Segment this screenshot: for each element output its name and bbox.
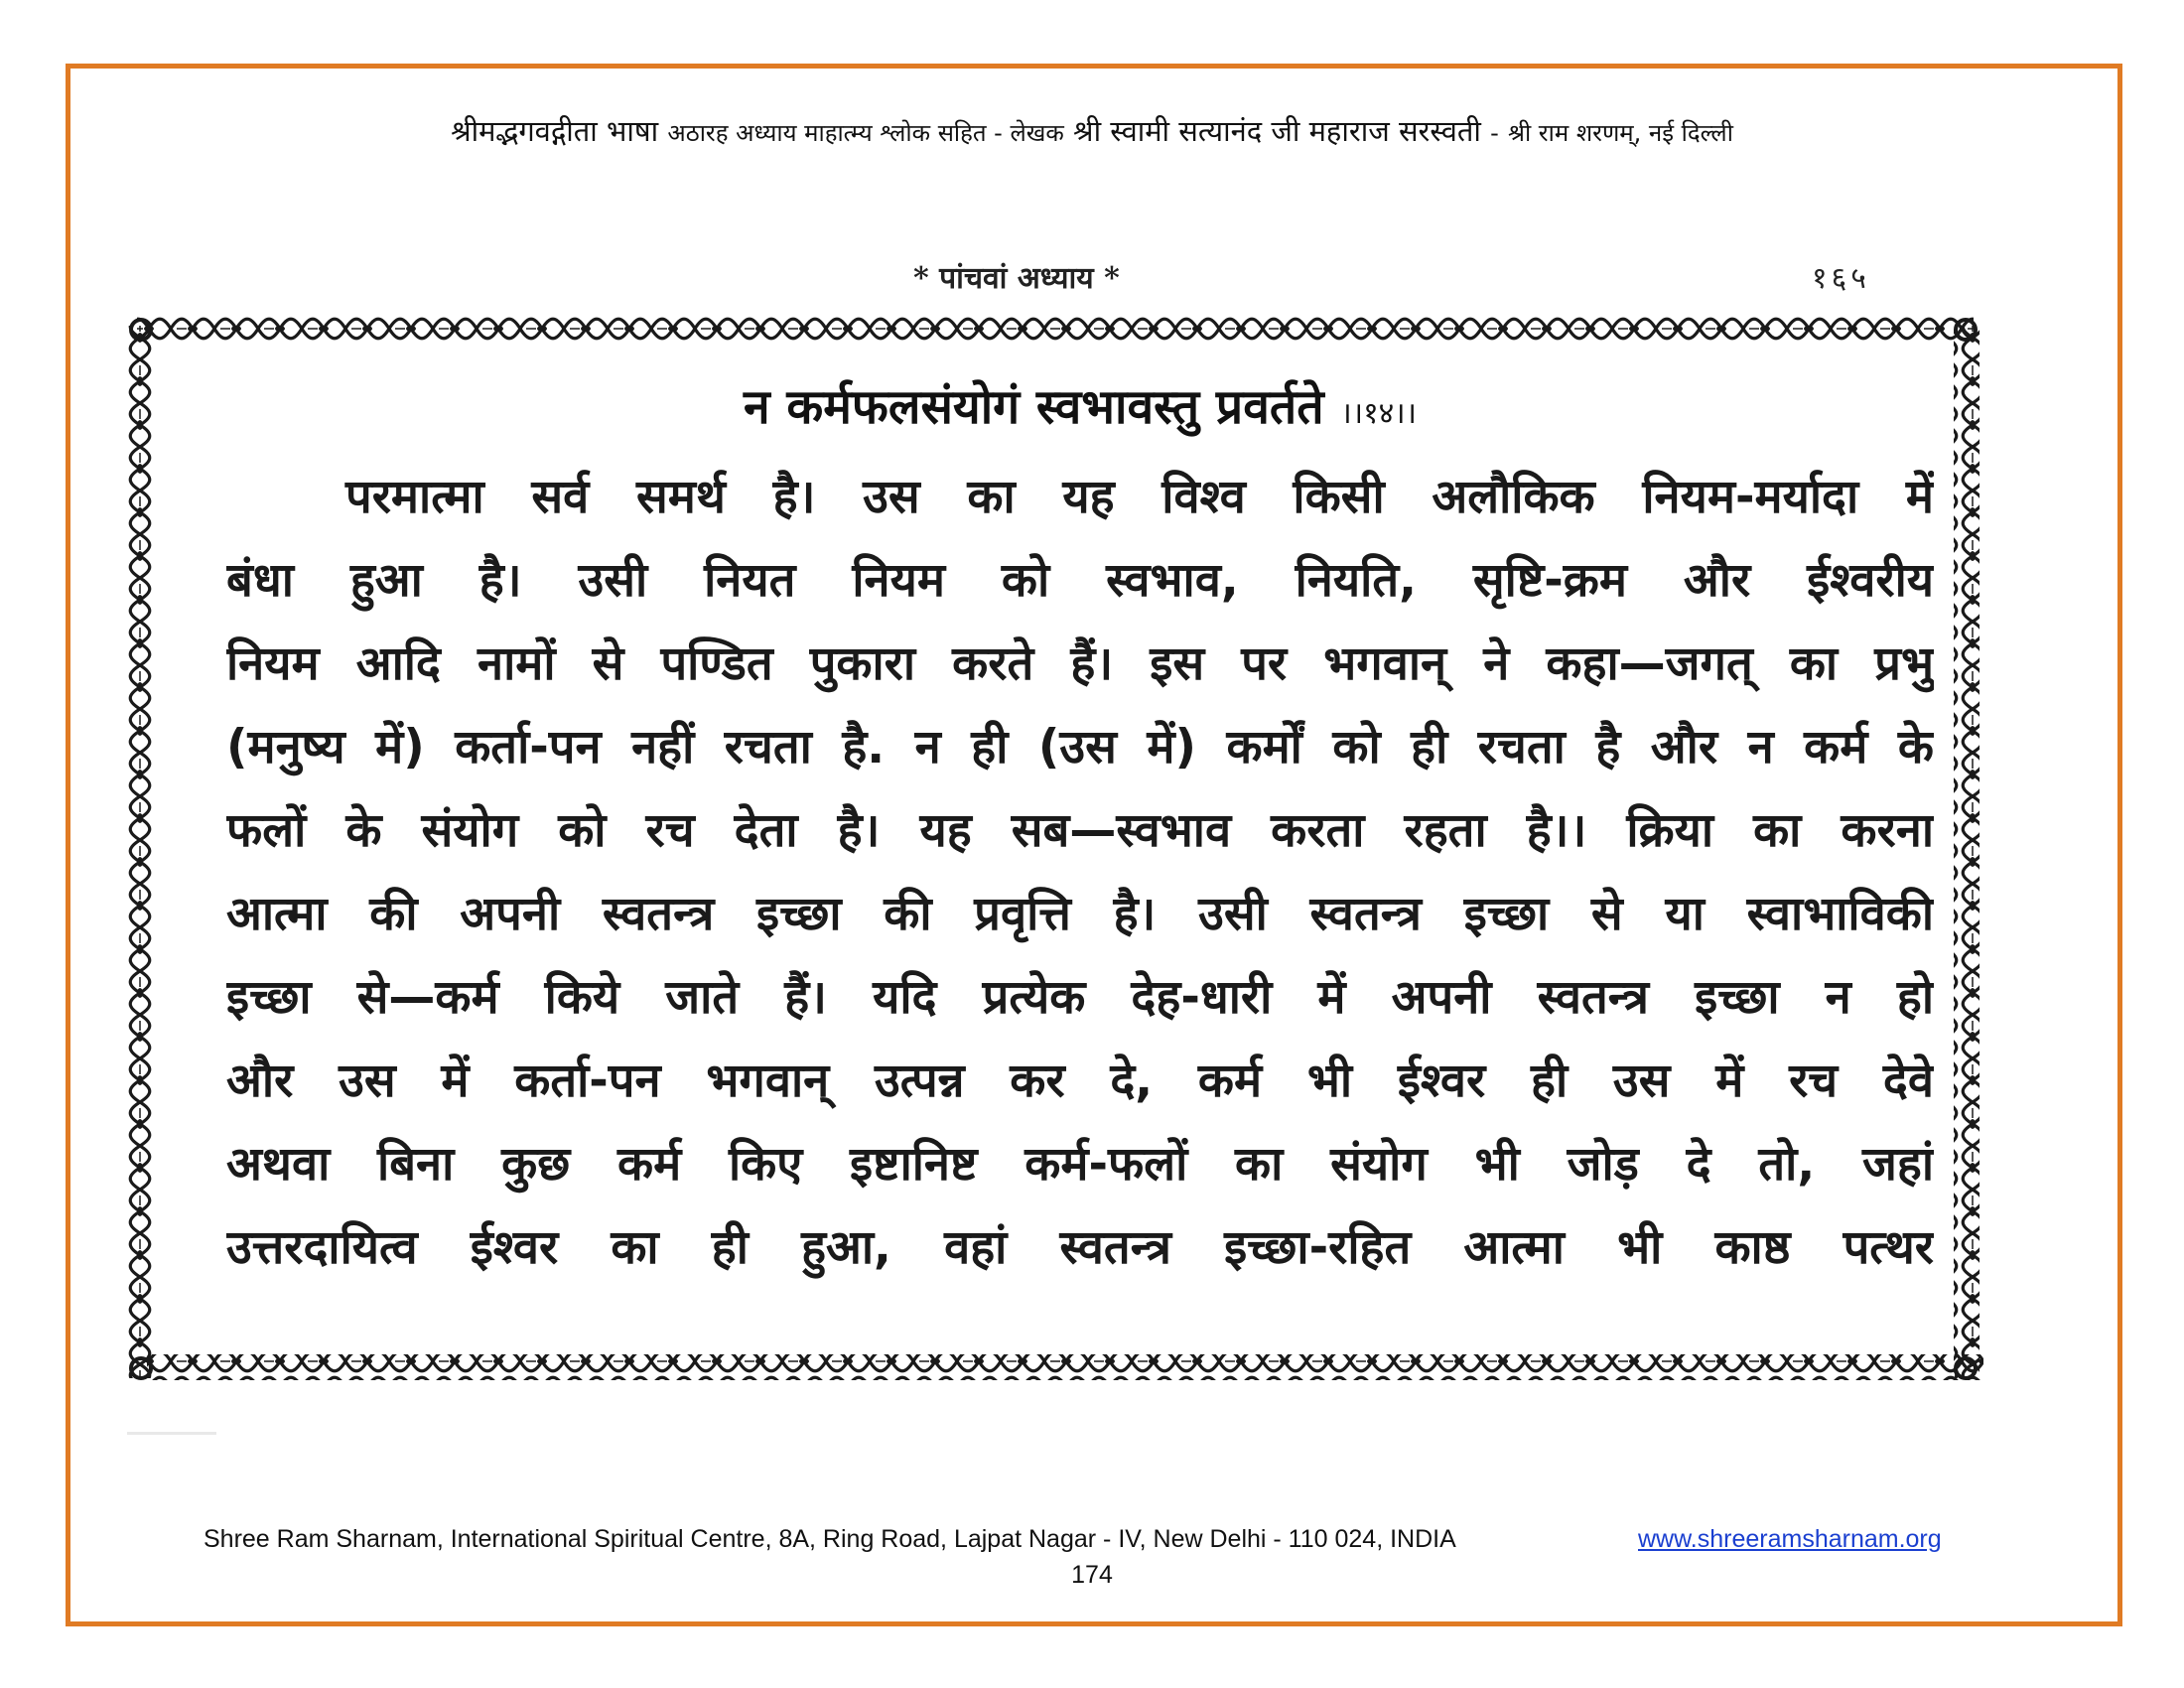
header-title-main: श्रीमद्भगवद्गीता भाषा (451, 114, 659, 148)
body-line: बंधा हुआ है। उसी नियत नियम को स्वभाव, नियति, सृष्टि-क्रम और ईश्वरीय (226, 553, 1934, 608)
body-line: (मनुष्य में) कर्ता-पन नहीं रचता है. न ही (उस में) कर्मों को ही रचता है और न कर्म के (226, 720, 1934, 774)
header-title-sub: अठारह अध्याय माहात्म्य श्लोक सहित - लेखक (667, 119, 1064, 147)
body-line: और उस में कर्ता-पन भगवान् उत्पन्न कर दे, कर्म भी ईश्वर ही उस में रच देवे (226, 1054, 1934, 1108)
page-content (226, 373, 1934, 1290)
chapter-title: * पांचवां अध्याय * (913, 261, 1120, 296)
verse-line (226, 373, 1934, 438)
verse-number: ।।१४।। (1340, 396, 1418, 431)
website-link[interactable]: www.shreeramsharnam.org (1638, 1525, 1942, 1553)
ornamental-frame (127, 316, 1993, 1400)
body-line: परमात्मा सर्व समर्थ है। उस का यह विश्व किसी अलौकिक नियम-मर्यादा में (345, 470, 1934, 524)
footer-page-number: 174 (1071, 1561, 1113, 1589)
scan-artifact (127, 1432, 216, 1435)
document-header (0, 111, 2184, 150)
book-page-header (129, 256, 1916, 306)
body-line: फलों के संयोग को रच देता है। यह सब—स्वभाव करता रहता है।। क्रिया का करना (226, 803, 1934, 858)
header-author: श्री स्वामी सत्यानंद जी महाराज सरस्वती (1073, 114, 1481, 148)
verse-text: न कर्मफलसंयोगं स्वभावस्तु प्रवर्तते (743, 379, 1324, 435)
body-line: उत्तरदायित्व ईश्वर का ही हुआ, वहां स्वतन्त्र इच्छा-रहित आत्मा भी काष्ठ पत्थर (226, 1220, 1934, 1275)
body-line: अथवा बिना कुछ कर्म किए इष्टानिष्ट कर्म-फलों का संयोग भी जोड़ दे तो, जहां (226, 1137, 1934, 1192)
book-page-number: १६५ (1812, 261, 1870, 296)
body-line: नियम आदि नामों से पण्डित पुकारा करते हैं। इस पर भगवान् ने कहा—जगत् का प्रभु (226, 636, 1934, 691)
body-line: आत्मा की अपनी स्वतन्त्र इच्छा की प्रवृत्ति है। उसी स्वतन्त्र इच्छा से या स्वाभाविकी (226, 887, 1934, 941)
header-publisher: श्री राम शरणम्, नई दिल्ली (1507, 119, 1733, 147)
footer-address: Shree Ram Sharnam, International Spiritual Centre, 8A, Ring Road, Lajpat Nagar - IV, New Delhi - 110 024, INDIA (204, 1525, 1456, 1553)
body-line: इच्छा से—कर्म किये जाते हैं। यदि प्रत्येक देह-धारी में अपनी स्वतन्त्र इच्छा न हो (226, 970, 1934, 1025)
header-separator: - (1490, 119, 1499, 147)
